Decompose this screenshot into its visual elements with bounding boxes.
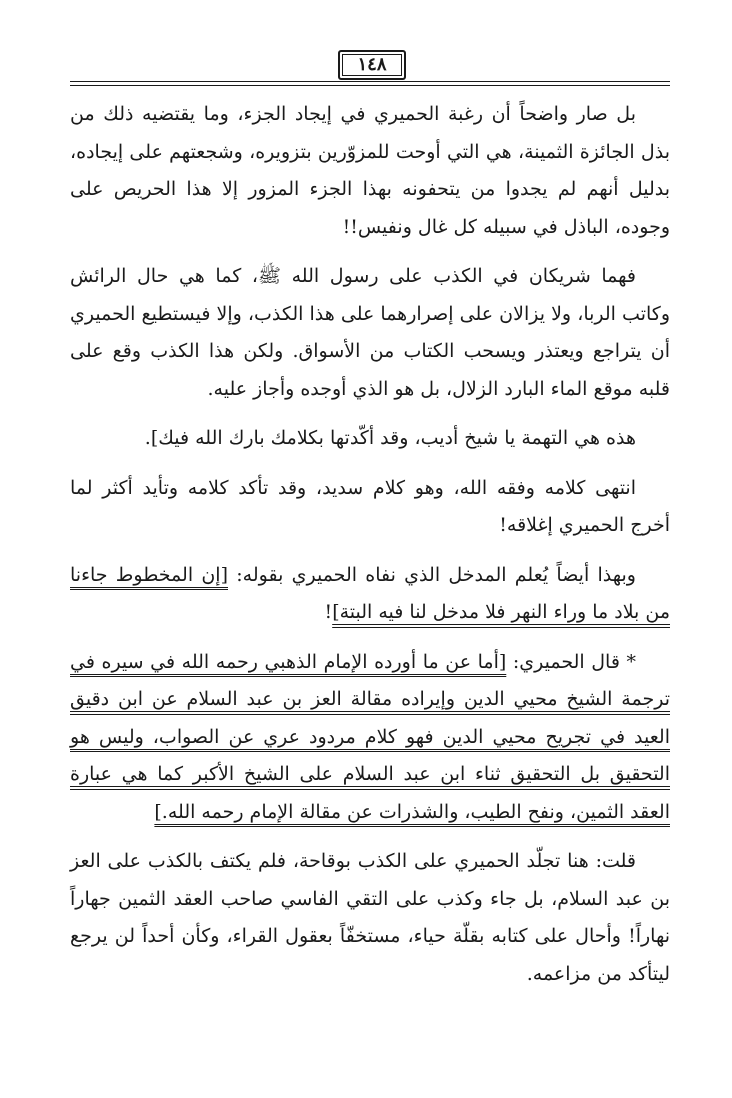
paragraph: قلت: هنا تجلّد الحميري على الكذب بوقاحة، فلم يكتف بالكذب على العز بن عبد السلام، بل جاء وكذب على التقي الفاسي صاحب العقد الثمين جهاراً نهاراً! وأحال على كتابه بقلّة حياء، مستخفّاً بعقول القراء، وكأن أحداً لن يرجع ليتأكد من مزاعمه. xyxy=(70,850,670,985)
paragraph: انتهى كلامه وفقه الله، وهو كلام سديد، وقد تأكد كلامه وتأيد أكثر لما أخرج الحميري إغلاقه! xyxy=(70,476,670,536)
paragraph: بل صار واضحاً أن رغبة الحميري في إيجاد الجزء، وما يقتضيه ذلك من بذل الجائزة الثمينة، هي التي أوحت للمزوّرين بتزويره، وشجعتهم على إيجاده، بدليل أنهم لم يجدوا من يتحفونه بهذا الجزء المزور إلا هذا الحريص على وجوده، الباذل في سبيله كل غال ونفيس!! xyxy=(70,103,670,238)
paragraph: فهما شريكان في الكذب على رسول الله ﷺ، كما هي حال الرائش وكاتب الربا، ولا يزالان على إصرارهما على هذا الكذب، وإلا فيستطيع الحميري أن يتراجع ويعتذر ويسحب الكتاب من الأسواق. ولكن هذا الكذب وقع على قلبه موقع الماء البارد الزلال، بل هو الذي أوجده وأجاز عليه. xyxy=(70,265,670,400)
paragraph-lead: وبهذا أيضاً يُعلم المدخل الذي نفاه الحميري بقوله: xyxy=(228,563,636,586)
paragraph-lead: * قال الحميري: xyxy=(506,650,636,673)
quoted-text: [إن المخطوط جاءنا من بلاد ما وراء النهر فلا مدخل لنا فيه البتة] xyxy=(70,563,670,623)
header-rule-thin xyxy=(70,85,670,86)
page-number: ١٤٨ xyxy=(338,50,406,80)
page-body xyxy=(70,96,670,1005)
paragraph-with-quote xyxy=(70,644,670,832)
page-header xyxy=(70,44,670,88)
header-rule xyxy=(70,81,670,82)
paragraph: هذه هي التهمة يا شيخ أديب، وقد أكّدتها بكلامك بارك الله فيك]. xyxy=(144,427,636,449)
paragraph-tail: ! xyxy=(324,601,333,623)
quoted-text: [أما عن ما أورده الإمام الذهبي رحمه الله في سيره في ترجمة الشيخ محيي الدين وإيراده مقالة العز بن عبد السلام عن ابن دقيق العيد في تجريح محيي الدين فهو كلام مردود عري عن الصواب، وليس هو التحقيق بل التحقيق ثناء ابن عبد السلام على الشيخ الأكبر كما هي عبارة العقد الثمين، ونفح الطيب، والشذرات عن مقالة الإمام رحمه الله.] xyxy=(70,650,670,823)
paragraph-with-quote xyxy=(70,557,670,632)
